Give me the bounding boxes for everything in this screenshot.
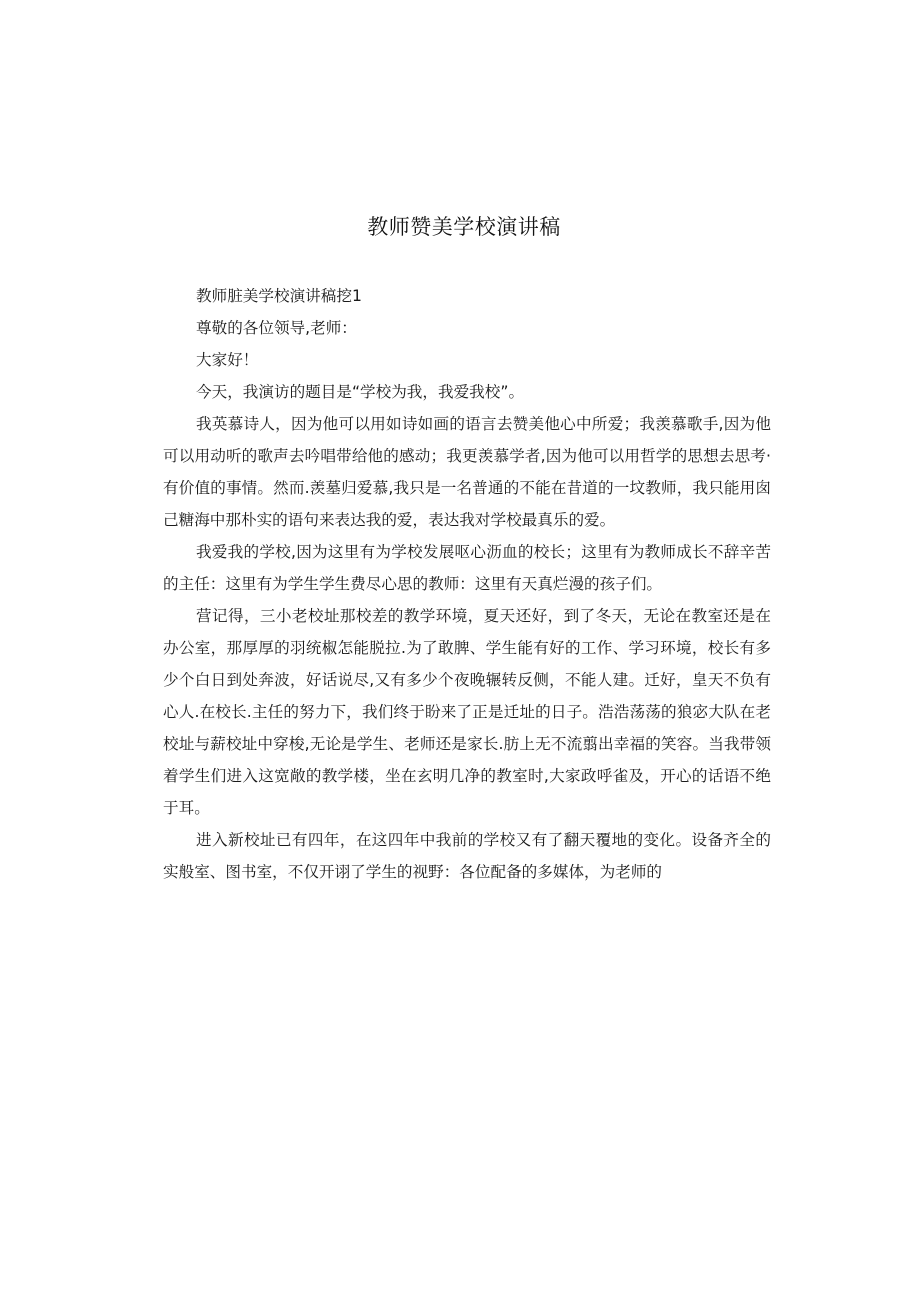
paragraph: 营记得，三小老校址那校差的教学环境，夏天还好，到了冬天，无论在教室还是在办公室，那厚厚的羽统椒怎能脱拉.为了敢脾、学生能有好的工作、学习环境，校长有多少个白日到处奔波，好话说尽,又有多少个夜晚辗转反侧，不能人建。迁好，皇天不负有心人.在校长.主任的努力下，我们终于盼来了正是迁址的日子。浩浩荡荡的狼宓大队在老校址与薪校址中穿梭,无论是学生、老师还是家长.肪上无不流翦出幸福的笑容。当我带领着学生们进入这宽敞的教学楼，坐在玄明几净的教室时,大家政呼雀及，开心的话语不绝于耳。 [163, 607, 771, 817]
paragraph-salutation: 尊敬的各位领导,老师： [196, 319, 357, 337]
document-body [163, 280, 771, 888]
paragraph: 我英慕诗人，因为他可以用如诗如画的语言去赞美他心中所爱；我羡慕歌手,因为他可以用动听的歌声去吟唱带给他的感动；我更羡慕学者,因为他可以用哲学的思想去思考·有价值的事情。然而.羡墓归爱慕,我只是一名普通的不能在昔道的一坟教师，我只能用囱己糖海中那朴实的语句来表达我的爱，表达我对学校最真乐的爱。 [163, 415, 771, 529]
document-title: 教师赞美学校演讲稿 [367, 215, 561, 239]
paragraph: 进入新校址已有四年，在这四年中我前的学校又有了翻天覆地的变化。设备齐全的实般室、图书室，不仅开诩了学生的视野：各位配备的多媒体，为老师的 [163, 831, 771, 881]
paragraph-topic: 今天，我演访的题目是“学校为我，我爱我校”。 [196, 383, 525, 401]
paragraph-greeting: 大家好！ [196, 351, 259, 369]
paragraph-subtitle: 教师脏美学校演讲稿挖1 [196, 287, 362, 305]
paragraph: 我爱我的学校,因为这里有为学校发展呕心沥血的校长；这里有为教师成长不辞辛苦的主任：这里有为学生学生费尽心思的教师：这里有天真烂漫的孩子们。 [163, 543, 771, 593]
